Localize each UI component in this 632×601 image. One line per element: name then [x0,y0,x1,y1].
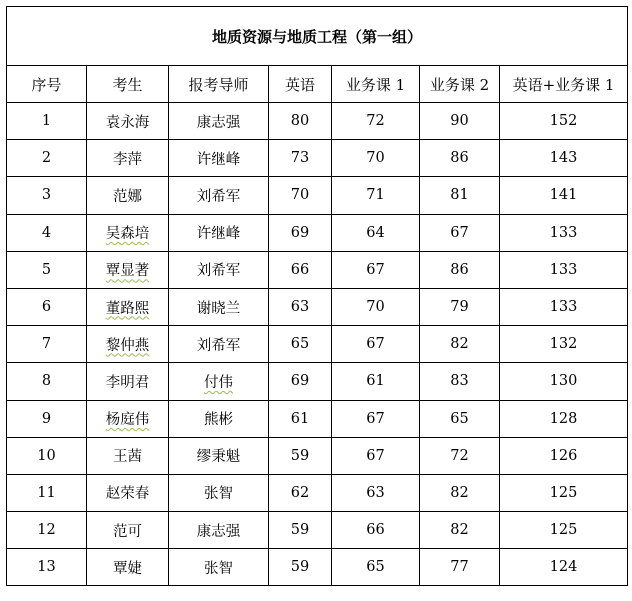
cell-student-text: 覃显著 [105,263,150,280]
cell-course1-text: 67 [366,447,385,464]
cell-course2 [420,140,500,177]
cell-english [269,140,332,177]
cell-advisor [169,437,269,474]
cell-advisor-text: 张智 [204,486,233,503]
header-course2: 业务课 2 [420,66,500,103]
cell-advisor [169,140,269,177]
cell-english [269,288,332,325]
cell-sum-text: 141 [549,187,578,204]
cell-student [87,363,169,400]
cell-sum-text: 143 [549,150,578,167]
cell-no-text: 4 [41,224,52,241]
header-no: 序号 [7,66,87,103]
cell-student-text: 赵荣春 [105,486,150,503]
header-advisor: 报考导师 [169,66,269,103]
cell-english-text: 63 [290,299,310,316]
cell-sum-text: 126 [549,447,578,464]
cell-sum [500,214,628,251]
score-sheet [6,6,627,586]
cell-advisor [169,251,269,288]
cell-no [7,549,87,586]
cell-course1 [332,400,420,437]
cell-advisor [169,474,269,511]
cell-sum-text: 133 [549,261,578,278]
cell-course1 [332,214,420,251]
table-body [7,103,628,586]
table-row [7,512,628,549]
cell-course2-text: 82 [450,484,469,501]
cell-sum-text: 132 [549,336,578,353]
table-row [7,437,628,474]
cell-course1 [332,363,420,400]
table-row [7,214,628,251]
cell-english [269,549,332,586]
cell-sum [500,251,628,288]
cell-advisor [169,103,269,140]
cell-sum [500,400,628,437]
cell-sum [500,549,628,586]
cell-no-text: 8 [41,373,52,390]
cell-english [269,437,332,474]
header-student: 考生 [87,66,169,103]
cell-no [7,326,87,363]
cell-advisor-text: 付伟 [204,374,233,391]
cell-english [269,326,332,363]
cell-student-text: 董路熙 [105,300,150,317]
cell-course2-text: 77 [450,559,469,576]
cell-course2 [420,214,500,251]
cell-sum [500,326,628,363]
cell-no [7,512,87,549]
cell-student-text: 黎仲燕 [105,337,150,354]
title-row [7,7,628,66]
cell-english [269,214,332,251]
cell-advisor-text: 刘希军 [196,188,241,205]
cell-student [87,288,169,325]
cell-course2 [420,437,500,474]
cell-course1-text: 66 [366,522,385,539]
cell-sum [500,437,628,474]
cell-english-text: 59 [290,559,310,576]
cell-no-text: 7 [41,336,52,353]
cell-no [7,400,87,437]
cell-advisor [169,326,269,363]
cell-advisor-text: 许继峰 [196,151,241,168]
cell-english-text: 69 [290,373,310,390]
cell-advisor [169,400,269,437]
cell-student-text: 王茜 [113,449,142,466]
cell-advisor [169,512,269,549]
cell-student-text: 吴森培 [105,226,150,243]
cell-sum-text: 130 [549,373,578,390]
header-sum: 英语+业务课 1 [500,66,628,103]
cell-student [87,251,169,288]
cell-student [87,400,169,437]
cell-student [87,549,169,586]
cell-sum [500,288,628,325]
cell-course1-text: 67 [366,336,385,353]
cell-no [7,214,87,251]
cell-sum-text: 124 [549,559,578,576]
cell-advisor [169,214,269,251]
cell-course1 [332,140,420,177]
cell-course2 [420,251,500,288]
cell-sum-text: 152 [549,113,578,130]
cell-student [87,214,169,251]
cell-no [7,251,87,288]
cell-sum-text: 125 [549,484,578,501]
cell-course1 [332,103,420,140]
cell-course2 [420,474,500,511]
header-english: 英语 [269,66,332,103]
cell-english [269,512,332,549]
cell-student [87,437,169,474]
table-title: 地质资源与地质工程（第一组） [7,7,628,66]
cell-course2-text: 86 [450,150,469,167]
cell-course1 [332,512,420,549]
cell-student-text: 范可 [113,523,142,540]
score-table [6,6,628,586]
cell-course2 [420,549,500,586]
cell-english-text: 59 [290,522,310,539]
table-row [7,177,628,214]
table-row [7,140,628,177]
cell-course1-text: 67 [366,261,385,278]
cell-no-text: 6 [41,299,52,316]
cell-course2 [420,177,500,214]
cell-course1 [332,326,420,363]
cell-advisor-text: 许继峰 [196,226,241,243]
cell-advisor-text: 康志强 [196,114,241,131]
header-row [7,66,628,103]
cell-course2-text: 72 [450,447,469,464]
cell-english [269,400,332,437]
cell-course2-text: 86 [450,261,469,278]
cell-no-text: 1 [41,113,52,130]
cell-no [7,363,87,400]
cell-course2 [420,400,500,437]
cell-english [269,363,332,400]
cell-sum-text: 133 [549,224,578,241]
cell-course2 [420,103,500,140]
cell-course2-text: 67 [450,224,469,241]
table-row [7,326,628,363]
header-course1: 业务课 1 [332,66,420,103]
cell-no-text: 10 [37,447,56,464]
cell-advisor [169,549,269,586]
cell-sum [500,140,628,177]
table-row [7,363,628,400]
cell-english-text: 80 [290,113,310,130]
cell-course1-text: 61 [366,373,385,390]
cell-course2 [420,326,500,363]
cell-advisor [169,363,269,400]
cell-advisor [169,177,269,214]
cell-course1 [332,251,420,288]
cell-advisor-text: 熊彬 [204,412,233,429]
cell-english-text: 65 [290,336,310,353]
cell-course1-text: 70 [366,150,385,167]
cell-english-text: 69 [290,224,310,241]
cell-course1-text: 70 [366,299,385,316]
cell-no [7,177,87,214]
cell-course2-text: 79 [450,299,469,316]
table-row [7,400,628,437]
cell-advisor-text: 谢晓兰 [196,300,241,317]
cell-student-text: 范娜 [113,188,142,205]
cell-no [7,140,87,177]
cell-student [87,103,169,140]
cell-course1 [332,288,420,325]
cell-sum [500,512,628,549]
cell-sum-text: 125 [549,522,578,539]
cell-student [87,474,169,511]
cell-course1-text: 65 [366,559,385,576]
cell-course2-text: 83 [450,373,469,390]
cell-english-text: 61 [290,410,310,427]
cell-no-text: 12 [37,522,56,539]
cell-sum-text: 133 [549,299,578,316]
cell-course1-text: 63 [366,484,385,501]
cell-student-text: 覃婕 [113,560,142,577]
cell-course2-text: 81 [450,187,469,204]
cell-course2 [420,288,500,325]
cell-course2-text: 82 [450,522,469,539]
table-row [7,549,628,586]
cell-course2 [420,363,500,400]
cell-advisor-text: 张智 [204,560,233,577]
cell-sum [500,474,628,511]
cell-sum [500,363,628,400]
cell-course1 [332,437,420,474]
cell-course2 [420,512,500,549]
cell-english [269,251,332,288]
cell-student [87,177,169,214]
cell-course1-text: 72 [366,113,385,130]
cell-course1 [332,474,420,511]
cell-course2-text: 65 [450,410,469,427]
cell-english [269,474,332,511]
cell-course2-text: 90 [450,113,469,130]
cell-no-text: 3 [41,187,52,204]
cell-course1-text: 64 [366,224,385,241]
cell-student-text: 袁永海 [105,114,150,131]
cell-course1-text: 67 [366,410,385,427]
cell-no [7,288,87,325]
cell-advisor-text: 刘希军 [196,337,241,354]
cell-student [87,140,169,177]
cell-no-text: 13 [37,559,56,576]
cell-course1-text: 71 [366,187,385,204]
cell-english-text: 66 [290,261,310,278]
table-row [7,103,628,140]
cell-no [7,103,87,140]
cell-sum [500,177,628,214]
cell-student-text: 李萍 [113,151,142,168]
cell-english [269,103,332,140]
table-row [7,288,628,325]
cell-course1 [332,177,420,214]
cell-sum [500,103,628,140]
cell-advisor-text: 缪秉魁 [196,449,241,466]
cell-english-text: 70 [290,187,310,204]
cell-sum-text: 128 [549,410,578,427]
cell-english-text: 73 [290,150,310,167]
cell-english-text: 62 [290,484,310,501]
cell-english-text: 59 [290,447,310,464]
cell-student [87,326,169,363]
table-row [7,251,628,288]
table-row [7,474,628,511]
cell-student-text: 李明君 [105,374,150,391]
cell-student-text: 杨庭伟 [105,412,150,429]
cell-no [7,437,87,474]
cell-student [87,512,169,549]
cell-no [7,474,87,511]
cell-advisor-text: 康志强 [196,523,241,540]
cell-no-text: 2 [41,150,52,167]
cell-no-text: 11 [37,484,56,501]
cell-advisor-text: 刘希军 [196,263,241,280]
cell-course2-text: 82 [450,336,469,353]
cell-no-text: 5 [41,261,52,278]
cell-advisor [169,288,269,325]
cell-english [269,177,332,214]
cell-course1 [332,549,420,586]
cell-no-text: 9 [41,410,52,427]
